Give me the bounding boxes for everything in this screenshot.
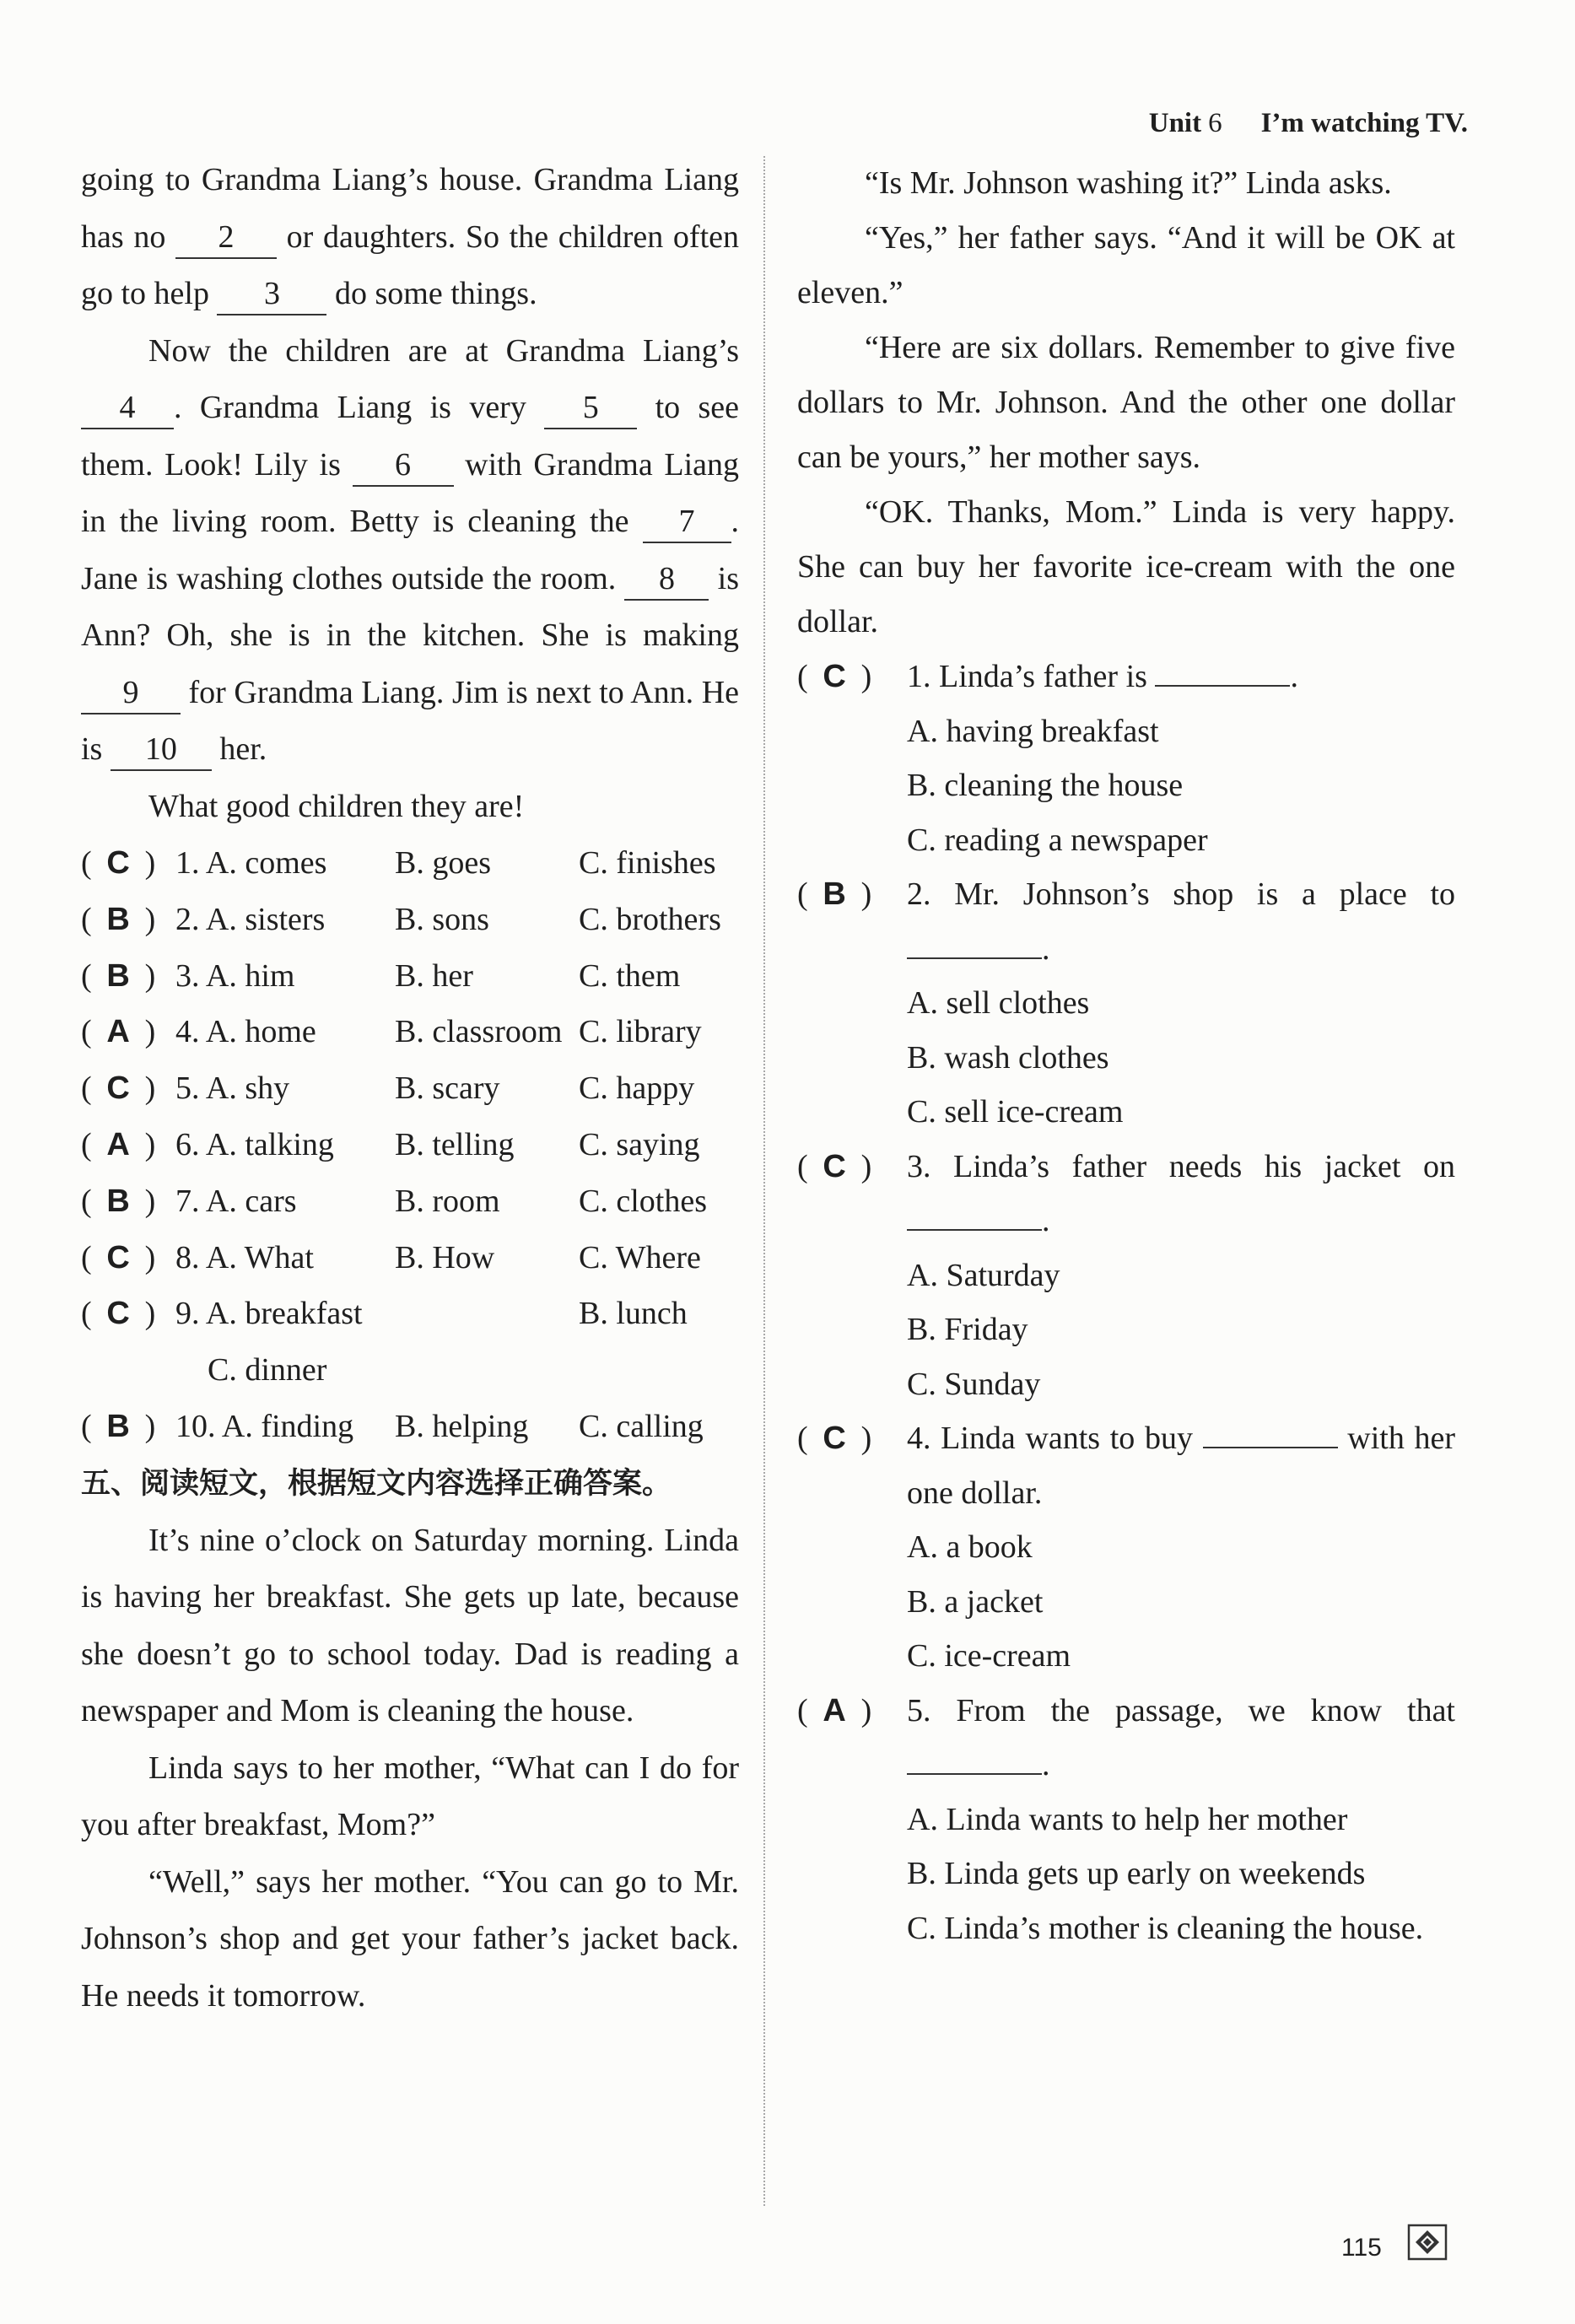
- answer-option: C. Sunday: [907, 1366, 1041, 1402]
- option-a: 2. A. sisters: [175, 901, 326, 937]
- story-paragraph-7: “OK. Thanks, Mom.” Linda is very happy. She can buy her favorite ice-cream with the one dollar.: [797, 494, 1455, 639]
- reading-question-q4: [797, 1411, 1455, 1684]
- answer-bracket: ( B ): [81, 892, 155, 948]
- cloze-blank: 5: [544, 387, 637, 429]
- selected-answer: A: [106, 1014, 130, 1050]
- cloze-blank: 6: [353, 445, 454, 487]
- right-column: [797, 156, 1455, 1955]
- answer-bracket: ( C ): [81, 1286, 155, 1342]
- section-title: 五、阅读短文，根据短文内容选择正确答案。: [81, 1466, 672, 1501]
- cloze-answer-row: [81, 1060, 739, 1117]
- option-c: C. Where: [579, 1239, 701, 1275]
- option-b: B. goes: [395, 845, 491, 881]
- selected-answer: C: [106, 1239, 130, 1275]
- question-stem: [797, 1684, 1455, 1793]
- answer-bracket: ( C ): [797, 650, 871, 704]
- cloze-answer-row: [81, 1286, 739, 1342]
- answer-bracket: ( C ): [81, 835, 155, 892]
- cloze-blank: 7: [643, 501, 731, 543]
- answer-option: B. wash clothes: [907, 1039, 1109, 1076]
- selected-answer: C: [823, 1148, 846, 1184]
- option-c: C. brothers: [579, 901, 721, 937]
- cloze-answer-row: [81, 1173, 739, 1230]
- option-a: 5. A. shy: [175, 1070, 290, 1107]
- selected-answer: A: [823, 1692, 846, 1728]
- answer-option: A. Linda wants to help her mother: [907, 1801, 1348, 1837]
- option-a: 6. A. talking: [175, 1126, 334, 1162]
- option-b: B. room: [395, 1183, 500, 1219]
- cloze-answer-row: [81, 835, 739, 892]
- answer-bracket: ( B ): [81, 948, 155, 1005]
- page-header: [1097, 108, 1468, 150]
- selected-answer: B: [106, 901, 130, 937]
- option-a: 1. A. comes: [175, 845, 327, 881]
- question-stem: [797, 867, 1455, 976]
- answer-option: A. having breakfast: [907, 713, 1159, 749]
- answer-blank: [1203, 1421, 1338, 1448]
- unit-title: I’m watching TV.: [1260, 108, 1468, 138]
- option-a: 7. A. cars: [175, 1183, 297, 1219]
- answer-bracket: ( C ): [81, 1060, 155, 1117]
- option-b: B. sons: [395, 901, 489, 937]
- answer-option: B. a jacket: [907, 1583, 1044, 1620]
- cloze-blank: 4: [81, 387, 174, 429]
- cloze-answer-row: [81, 1004, 739, 1060]
- answer-bracket: ( C ): [81, 1230, 155, 1286]
- option-c: C. finishes: [579, 845, 716, 881]
- story-paragraph-4: “Is Mr. Johnson washing it?” Linda asks.: [865, 165, 1392, 201]
- answer-option: A. sell clothes: [907, 985, 1090, 1021]
- option-b: B. helping: [395, 1408, 529, 1444]
- answer-option: C. reading a newspaper: [907, 822, 1208, 858]
- column-divider: [763, 156, 765, 2206]
- answer-bracket: ( B ): [797, 867, 871, 922]
- diamond-page-icon: [1407, 2224, 1448, 2261]
- selected-answer: C: [106, 845, 130, 881]
- option-a: 8. A. What: [175, 1239, 314, 1275]
- answer-option: A. a book: [907, 1529, 1033, 1565]
- selected-answer: B: [106, 1183, 130, 1219]
- story-paragraph-1: It’s nine o’clock on Saturday morning. Linda is having her breakfast. She gets up late, because she doesn’t go to school today. Dad is reading a newspaper and Mom is cleaning the house.: [81, 1522, 739, 1729]
- reading-question-q2: [797, 867, 1455, 1140]
- option-b: B. scary: [395, 1070, 500, 1107]
- option-a: 4. A. home: [175, 1014, 316, 1050]
- story-paragraph-2: Linda says to her mother, “What can I do for you after breakfast, Mom?”: [81, 1750, 739, 1843]
- answer-blank: [907, 1204, 1042, 1231]
- answer-bracket: ( B ): [81, 1173, 155, 1230]
- question-text: 2. Mr. Johnson’s shop is a place to .: [907, 876, 1455, 967]
- reading-question-q5: [797, 1684, 1455, 1956]
- reading-question-q3: [797, 1140, 1455, 1412]
- option-c: C. calling: [579, 1408, 704, 1444]
- option-c: C. library: [579, 1014, 702, 1050]
- answer-option: C. sell ice-cream: [907, 1094, 1124, 1130]
- question-stem: [797, 1140, 1455, 1248]
- answer-option: C. Linda’s mother is cleaning the house.: [907, 1910, 1424, 1946]
- cloze-paragraph-1: going to Grandma Liang’s house. Grandma Liang has no 2 or daughters. So the children often go to help 3 do some things.: [81, 152, 739, 323]
- selected-answer: C: [106, 1070, 130, 1107]
- selected-answer: B: [823, 876, 846, 912]
- option-a: 10. A. finding: [175, 1408, 354, 1444]
- selected-answer: B: [106, 957, 130, 994]
- option-a: C. dinner: [208, 1352, 327, 1388]
- answer-blank: [907, 932, 1042, 959]
- question-text: 5. From the passage, we know that .: [907, 1692, 1455, 1782]
- cloze-answer-row: [81, 1399, 739, 1455]
- option-c: C. clothes: [579, 1183, 707, 1219]
- selected-answer: C: [823, 1421, 846, 1456]
- reading-question-q1: [797, 650, 1455, 867]
- cloze-paragraph-2: Now the children are at Grandma Liang’s 4 . Grandma Liang is very 5 to see them. Look! Lily is 6 with Grandma Liang in the living room. Betty is cleaning the 7 . Jane is washing clothes outside the room. 8 is Ann? Oh, she is in the kitchen. She is making 9 for Grandma Liang. Jim is next to Ann. He is 10 her.: [81, 323, 739, 779]
- answer-bracket: ( A ): [81, 1004, 155, 1060]
- cloze-answer-row: [81, 1342, 739, 1399]
- answer-blank: [1155, 660, 1290, 687]
- selected-answer: A: [106, 1126, 130, 1162]
- answer-blank: [907, 1748, 1042, 1775]
- question-stem: [797, 1411, 1455, 1520]
- selected-answer: C: [106, 1296, 130, 1332]
- option-c: B. lunch: [579, 1296, 688, 1332]
- answer-option: A. Saturday: [907, 1257, 1060, 1293]
- cloze-answer-list: [81, 835, 739, 1455]
- option-b: B. How: [395, 1239, 495, 1275]
- cloze-answer-row: [81, 1230, 739, 1286]
- unit-label: Unit: [1148, 108, 1202, 138]
- left-column: [81, 152, 739, 2025]
- answer-option: B. Friday: [907, 1312, 1028, 1347]
- option-c: C. them: [579, 957, 681, 994]
- answer-bracket: ( A ): [797, 1684, 871, 1739]
- question-text: 4. Linda wants to buy with her one dollar.: [907, 1421, 1455, 1511]
- cloze-blank: 8: [624, 558, 709, 601]
- cloze-answer-row: [81, 1117, 739, 1173]
- page-number: 115: [1341, 2234, 1382, 2262]
- answer-bracket: ( B ): [81, 1399, 155, 1455]
- unit-number: 6: [1208, 108, 1222, 138]
- cloze-blank: 10: [111, 729, 212, 771]
- option-c: C. saying: [579, 1126, 700, 1162]
- story-paragraph-6: “Here are six dollars. Remember to give five dollars to Mr. Johnson. And the other one dollar can be yours,” her mother says.: [797, 330, 1455, 475]
- option-a: 3. A. him: [175, 957, 295, 994]
- cloze-blank: 9: [81, 672, 181, 714]
- question-text: 1. Linda’s father is .: [907, 659, 1298, 694]
- story-paragraph-5: “Yes,” her father says. “And it will be OK at eleven.”: [797, 220, 1455, 310]
- option-c: C. happy: [579, 1070, 695, 1107]
- answer-option: B. Linda gets up early on weekends: [907, 1856, 1366, 1891]
- cloze-blank: 3: [217, 273, 326, 315]
- cloze-paragraph-3: What good children they are!: [148, 788, 525, 824]
- option-b: B. classroom: [395, 1014, 563, 1050]
- cloze-answer-row: [81, 948, 739, 1005]
- question-text: 3. Linda’s father needs his jacket on .: [907, 1148, 1455, 1238]
- answer-option: C. ice-cream: [907, 1638, 1071, 1674]
- option-b: B. her: [395, 957, 473, 994]
- answer-bracket: ( C ): [797, 1411, 871, 1466]
- answer-bracket: ( A ): [81, 1117, 155, 1173]
- story-paragraph-3: “Well,” says her mother. “You can go to Mr. Johnson’s shop and get your father’s jacket back. He needs it tomorrow.: [81, 1863, 739, 2014]
- option-b: B. telling: [395, 1126, 515, 1162]
- cloze-answer-row: [81, 892, 739, 948]
- option-a: 9. A. breakfast: [175, 1296, 363, 1332]
- selected-answer: B: [106, 1408, 130, 1444]
- answer-option: B. cleaning the house: [907, 768, 1184, 803]
- answer-bracket: ( C ): [797, 1140, 871, 1194]
- question-stem: [797, 650, 1455, 704]
- reading-question-list: [797, 650, 1455, 1955]
- cloze-blank: 2: [175, 217, 277, 259]
- selected-answer: C: [823, 659, 846, 694]
